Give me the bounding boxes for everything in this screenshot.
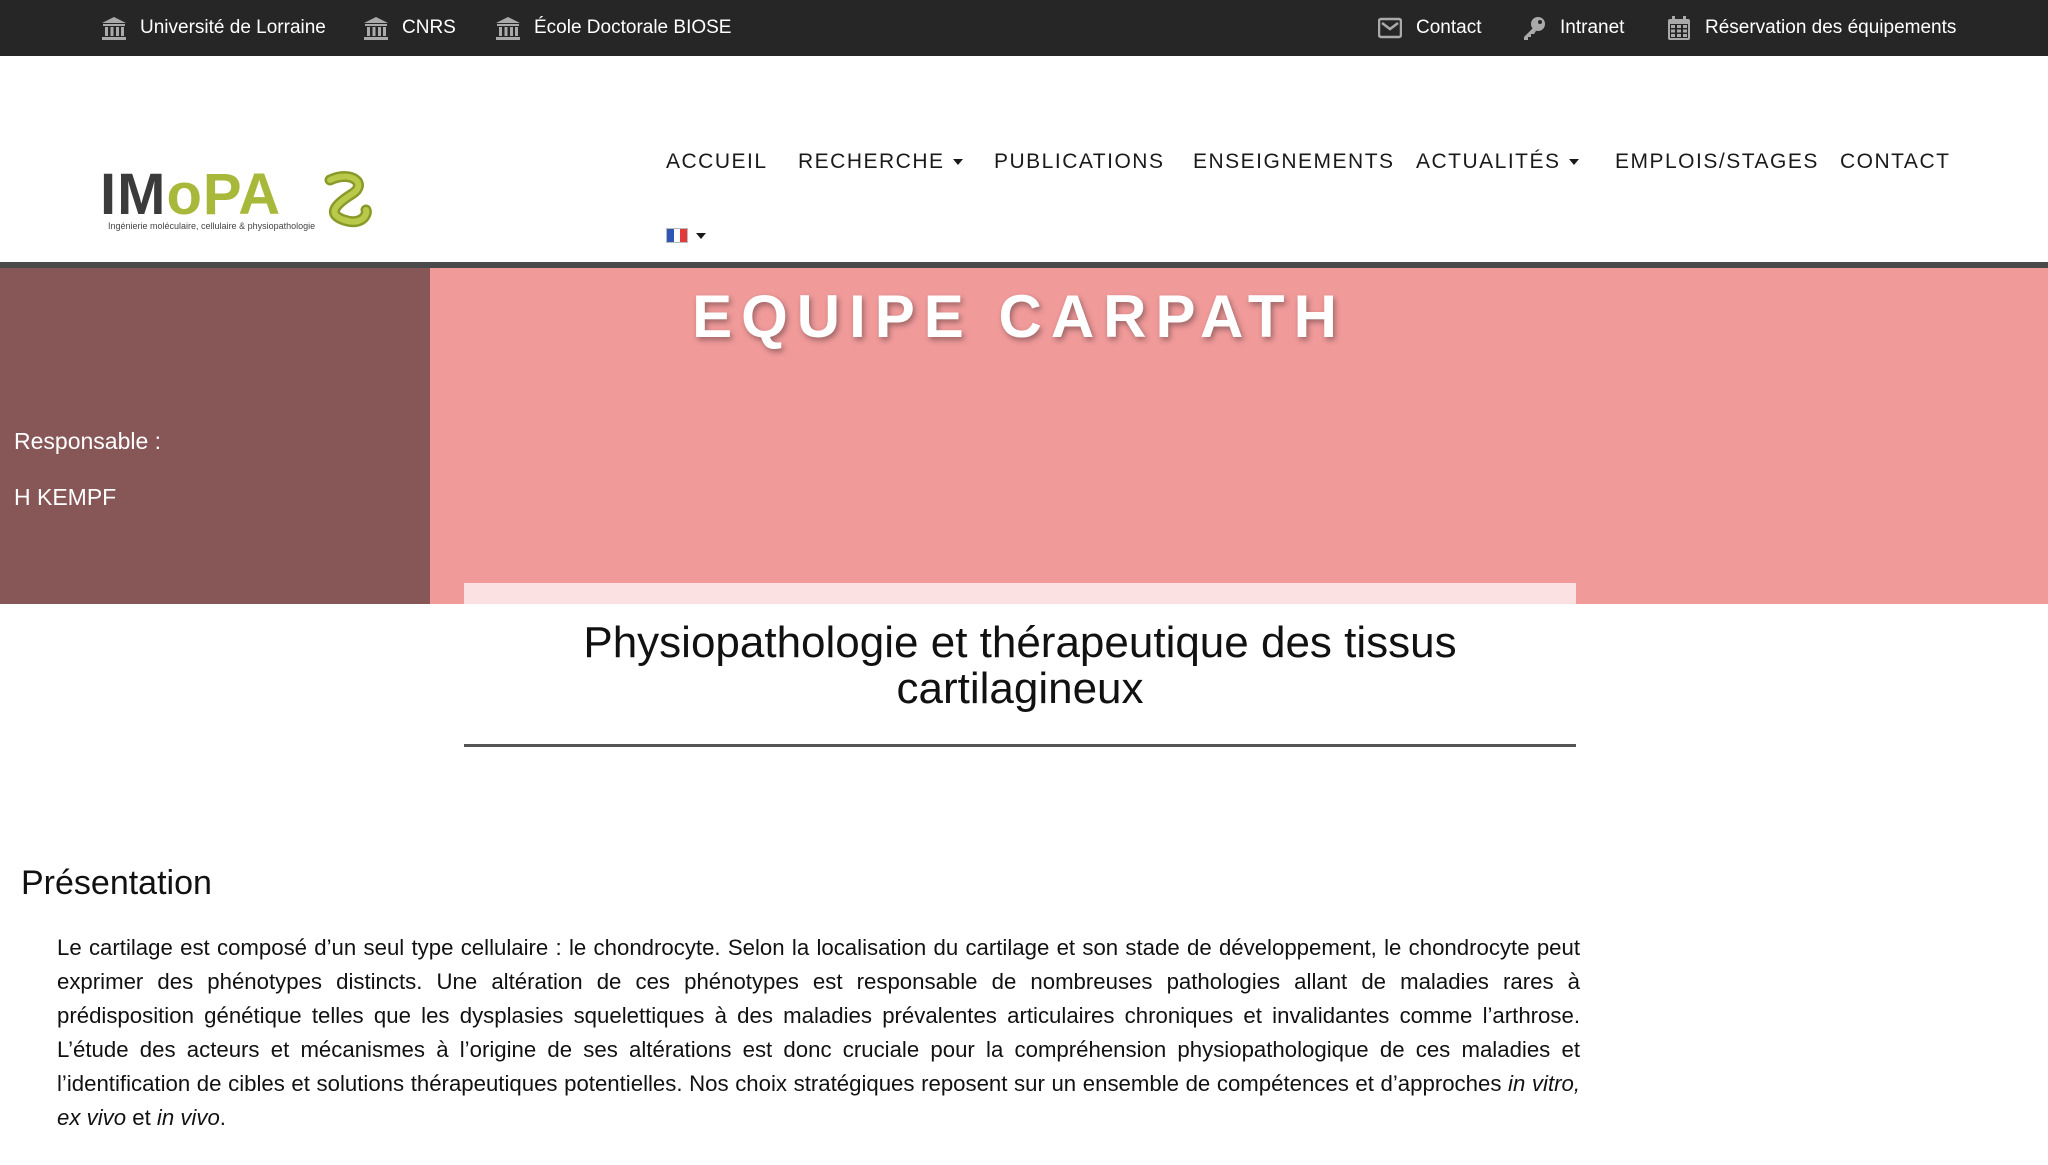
chevron-down-icon <box>953 159 963 165</box>
calendar-icon <box>1665 14 1693 42</box>
team-leader-panel <box>0 268 430 604</box>
team-title: EQUIPE CARPATH <box>692 283 1346 350</box>
nav-publications[interactable]: PUBLICATIONS <box>994 150 1165 173</box>
language-selector[interactable] <box>666 228 706 243</box>
link-universite-lorraine[interactable] <box>100 0 326 56</box>
presentation-text: Le cartilage est composé d’un seul type cellulaire : le chondrocyte. Selon la localisation du cartilage et son stade de développement, le chondrocyte peut exprimer des phénotypes distincts. Une altération de ces phénotypes est responsable de nombreuses pathologies allant de maladies rares à prédisposition génétique telles que les dysplasies squelettiques à des maladies prévalentes articulaires chroniques et invalidantes comme l’arthrose. L’étude des acteurs et mécanismes à l’origine de ses altérations est donc cruciale pour la compréhension physiopathologique de ces maladies et l’identification de cibles et solutions thérapeutiques potentielles. Nos choix stratégiques reposent sur un ensemble de compétences et d’approches in vitro, ex vivo et in vivo. <box>57 935 1581 1130</box>
top-bar <box>0 0 2048 56</box>
nav-emplois-stages[interactable]: EMPLOIS/STAGES <box>1615 150 1819 173</box>
link-label: Université de Lorraine <box>140 17 326 38</box>
nav-accueil[interactable]: ACCUEIL <box>666 150 768 173</box>
link-intranet[interactable] <box>1520 0 1624 56</box>
french-flag-icon <box>666 228 688 243</box>
responsable-label: Responsable : <box>14 428 162 454</box>
link-reservation[interactable] <box>1665 0 1956 56</box>
nav-enseignements[interactable]: ENSEIGNEMENTS <box>1193 150 1395 173</box>
link-contact-top[interactable] <box>1376 0 1481 56</box>
chevron-down-icon <box>1569 159 1579 165</box>
envelope-icon <box>1376 14 1404 42</box>
institution-icon <box>362 14 390 42</box>
presentation-heading: Présentation <box>21 864 212 902</box>
title-card-top <box>464 583 1576 604</box>
link-label: Contact <box>1416 17 1482 38</box>
institution-icon <box>100 14 128 42</box>
link-label: CNRS <box>402 17 456 38</box>
logo-wordmark: IMoPA <box>100 162 282 227</box>
link-label: École Doctorale BIOSE <box>534 17 732 38</box>
link-label: Intranet <box>1560 17 1625 38</box>
link-cnrs[interactable] <box>362 0 456 56</box>
responsable-name: H KEMPF <box>14 484 117 510</box>
institution-icon <box>494 14 522 42</box>
nav-actualites[interactable]: ACTUALITÉS <box>1416 150 1579 174</box>
main-nav <box>0 56 2048 262</box>
nav-recherche[interactable]: RECHERCHE <box>798 150 963 174</box>
page-title: Physiopathologie et thérapeutique des tissus cartilagineux <box>583 618 1457 713</box>
link-label: Réservation des équipements <box>1705 17 1957 38</box>
chevron-down-icon <box>696 233 706 239</box>
logo-subtitle: Ingénierie moléculaire, cellulaire & physiopathologie <box>108 221 316 231</box>
nav-contact[interactable]: CONTACT <box>1840 150 1951 173</box>
key-icon <box>1520 14 1548 42</box>
link-ecole-doctorale[interactable] <box>494 0 731 56</box>
title-underline <box>464 744 1576 747</box>
